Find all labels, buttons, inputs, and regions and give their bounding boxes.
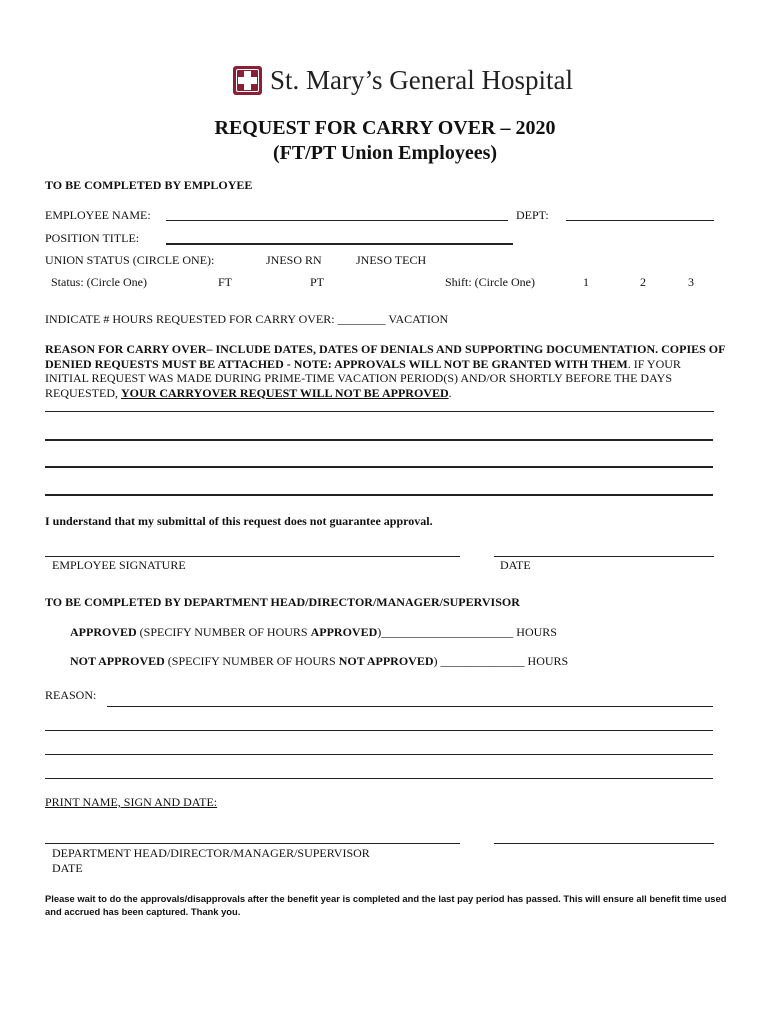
approved-row <box>70 625 557 640</box>
shift-option-3[interactable]: 3 <box>688 275 694 289</box>
form-title: REQUEST FOR CARRY OVER – 2020 <box>214 117 556 139</box>
employee-reason-line-2[interactable] <box>45 439 713 441</box>
dept-label: DEPT: <box>516 208 549 222</box>
reason-instructions-warning: YOUR CARRYOVER REQUEST WILL NOT BE APPROVED <box>121 385 449 400</box>
approved-label: APPROVED <box>70 625 137 639</box>
reason-instructions-end: . <box>448 385 452 400</box>
hours-requested-row <box>45 312 448 327</box>
employee-reason-line-1[interactable] <box>45 411 714 412</box>
position-title-field[interactable] <box>166 243 513 245</box>
shift-label: Shift: (Circle One) <box>445 275 535 289</box>
union-status-label: UNION STATUS (CIRCLE ONE): <box>45 253 215 267</box>
manager-signature-label: DEPARTMENT HEAD/DIRECTOR/MANAGER/SUPERVISOR <box>52 846 370 860</box>
form-subtitle: (FT/PT Union Employees) <box>272 142 498 164</box>
reason-instructions <box>45 342 725 400</box>
shift-option-1[interactable]: 1 <box>583 275 589 289</box>
manager-date-field[interactable] <box>494 843 714 844</box>
status-option-pt[interactable]: PT <box>310 275 325 289</box>
shift-option-2[interactable]: 2 <box>640 275 646 289</box>
manager-reason-line-3[interactable] <box>45 754 713 755</box>
position-title-label: POSITION TITLE: <box>45 231 140 245</box>
employee-name-label: EMPLOYEE NAME: <box>45 208 151 222</box>
employee-signature-label: EMPLOYEE SIGNATURE <box>52 558 186 572</box>
not-approved-instruction: (SPECIFY NUMBER OF HOURS <box>164 654 339 668</box>
employee-date-label: DATE <box>500 558 531 572</box>
approved-label-2: APPROVED <box>310 625 378 639</box>
manager-section-heading: TO BE COMPLETED BY DEPARTMENT HEAD/DIRECTOR/MANAGER/SUPERVISOR <box>45 595 520 609</box>
manager-reason-label: REASON: <box>45 688 97 702</box>
not-approved-label: NOT APPROVED <box>70 654 165 668</box>
reason-instructions-bold: REASON FOR CARRY OVER– INCLUDE DATES, DATES OF DENIALS AND SUPPORTING DOCUMENTATION. COPIES OF DENIED REQUESTS MUST BE ATTACHED - NOTE: APPROVALS WILL NOT BE GRANTED WITH THEM <box>45 342 726 371</box>
manager-reason-line-1[interactable] <box>107 706 713 707</box>
status-option-ft[interactable]: FT <box>218 275 233 289</box>
manager-date-label: DATE <box>52 861 83 875</box>
manager-signature-field[interactable] <box>45 843 460 844</box>
employee-date-field[interactable] <box>494 556 714 557</box>
manager-reason-line-4[interactable] <box>45 778 713 779</box>
not-approved-hours-label: HOURS <box>527 654 569 668</box>
employee-reason-line-4[interactable] <box>45 494 713 496</box>
not-approved-row <box>70 654 568 669</box>
print-name-label: PRINT NAME, SIGN AND DATE: <box>45 795 218 809</box>
not-approved-label-2: NOT APPROVED <box>338 654 434 668</box>
approved-instruction: (SPECIFY NUMBER OF HOURS <box>136 625 311 639</box>
hours-requested-label: INDICATE # HOURS REQUESTED FOR CARRY OVER: <box>45 312 335 326</box>
union-option-jneso-rn[interactable]: JNESO RN <box>266 253 322 267</box>
union-option-jneso-tech[interactable]: JNESO TECH <box>356 253 427 267</box>
hospital-cross-icon <box>233 66 262 95</box>
hours-requested-field[interactable]: ________ <box>337 312 386 326</box>
vacation-label: VACATION <box>388 312 449 326</box>
not-approved-hours-field[interactable]: ) ______________ <box>433 654 525 668</box>
hospital-name: St. Mary’s General Hospital <box>270 65 573 95</box>
manager-reason-line-2[interactable] <box>45 730 713 731</box>
approved-hours-label: HOURS <box>516 625 557 639</box>
reason-instructions-text: . IF YOUR INITIAL REQUEST WAS MADE DURING PRIME-TIME VACATION PERIOD(S) AND/OR SHORTLY BEFORE THE DAYS REQUESTED, <box>45 356 681 400</box>
employee-name-field[interactable] <box>166 220 508 221</box>
approved-hours-field[interactable]: )______________________ <box>377 625 514 639</box>
status-label: Status: (Circle One) <box>51 275 147 289</box>
employee-section-heading: TO BE COMPLETED BY EMPLOYEE <box>45 178 253 192</box>
employee-signature-field[interactable] <box>45 556 460 557</box>
dept-field[interactable] <box>566 220 714 221</box>
footer-note: Please wait to do the approvals/disapprovals after the benefit year is completed and the last pay period has passed. This will ensure all benefit time used and accrued has been captured. Thank you. <box>45 893 727 917</box>
acknowledgement-text: I understand that my submittal of this request does not guarantee approval. <box>45 514 433 528</box>
employee-reason-line-3[interactable] <box>45 466 713 468</box>
